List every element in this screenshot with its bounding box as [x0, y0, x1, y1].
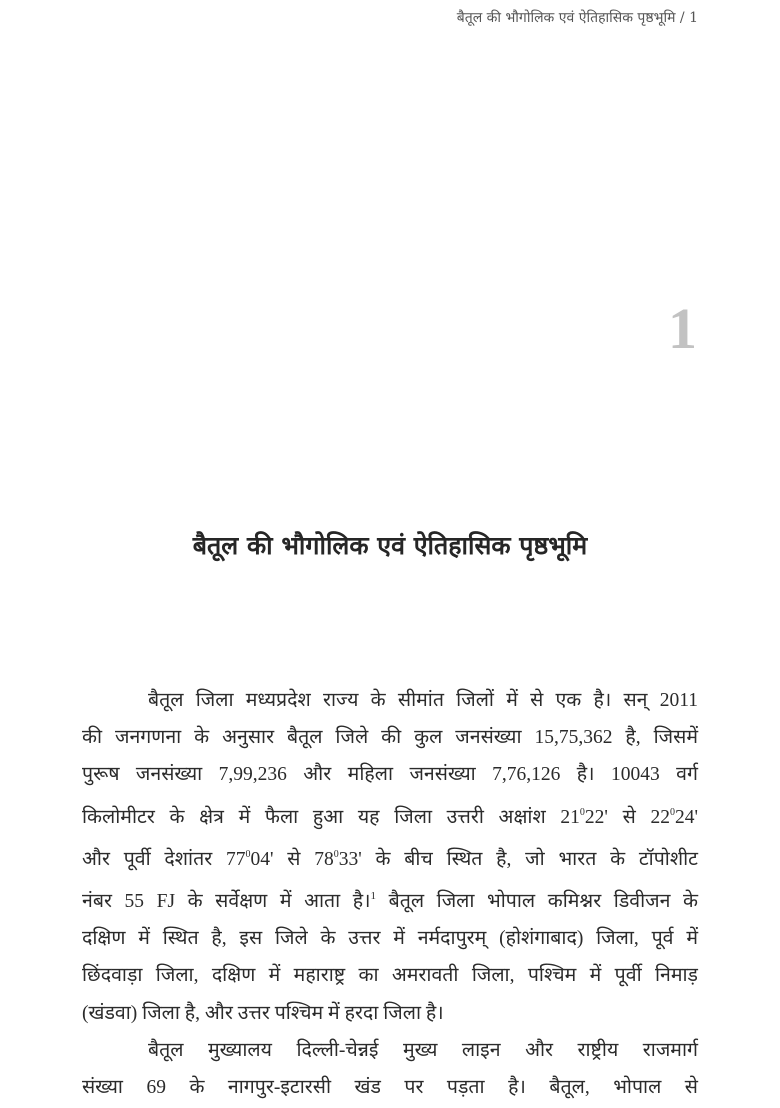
text-line: बैतूल जिला मध्यप्रदेश राज्य के सीमांत जिलों में से एक है। सन् 2011	[148, 690, 698, 711]
degree-sign: 0	[669, 806, 675, 818]
text-line	[82, 878, 698, 920]
text-line: पुरूष जनसंख्या 7,99,236 और महिला जनसंख्या 7,76,126 है। 10043 वर्ग	[82, 764, 698, 786]
text-segment: और पूर्वी देशांतर 77	[82, 848, 246, 870]
degree-sign: 0	[333, 848, 339, 860]
text-line: की जनगणना के अनुसार बैतूल जिले की कुल जनसंख्या 15,75,362 है, जिसमें	[82, 727, 698, 749]
degree-sign: 0	[245, 848, 251, 860]
text-line	[82, 794, 698, 836]
text-line	[82, 836, 698, 878]
text-segment: 24'	[674, 806, 698, 828]
text-line: (खंडवा) जिला है, और उत्तर पश्चिम में हरदा जिला है।	[82, 1002, 444, 1024]
footnote-marker[interactable]: 1	[370, 890, 377, 903]
text-segment: 22' से 22	[584, 806, 670, 828]
text-line: बैतूल मुख्यालय दिल्ली-चेन्नई मुख्य लाइन और राष्ट्रीय राजमार्ग	[148, 1039, 698, 1061]
text-segment: किलोमीटर के क्षेत्र में फैला हुआ यह जिला उत्तरी अक्षांश 21	[82, 806, 580, 828]
text-segment: बैतूल जिला भोपाल कमिश्नर डिवीजन के	[376, 891, 698, 913]
text-line: छिंदवाड़ा जिला, दक्षिण में महाराष्ट्र का अमरावती जिला, पश्चिम में पूर्वी निमाड़	[82, 965, 698, 987]
paragraph-1	[82, 682, 698, 1032]
paragraph-2	[82, 1032, 698, 1106]
text-line: संख्या 69 के नागपुर-इटारसी खंड पर पड़ता है। बैतूल, भोपाल से	[82, 1077, 698, 1099]
chapter-title: बैतूल की भौगोलिक एवं ऐतिहासिक पृष्ठभूमि	[192, 531, 588, 560]
text-segment: 04' से 78	[250, 848, 334, 870]
running-header: बैतूल की भौगोलिक एवं ऐतिहासिक पृष्ठभूमि / 1	[456, 10, 698, 26]
text-line: दक्षिण में स्थित है, इस जिले के उत्तर में नर्मदापुरम् (होशंगाबाद) जिला, पूर्व में	[82, 928, 698, 950]
body-text	[82, 682, 698, 1106]
chapter-number: 1	[668, 296, 697, 361]
text-segment: नंबर 55 FJ के सर्वेक्षण में आता है।	[82, 891, 371, 913]
degree-sign: 0	[579, 806, 585, 818]
text-segment: 33' के बीच स्थित है, जो भारत के टॉपोशीट	[338, 848, 698, 870]
